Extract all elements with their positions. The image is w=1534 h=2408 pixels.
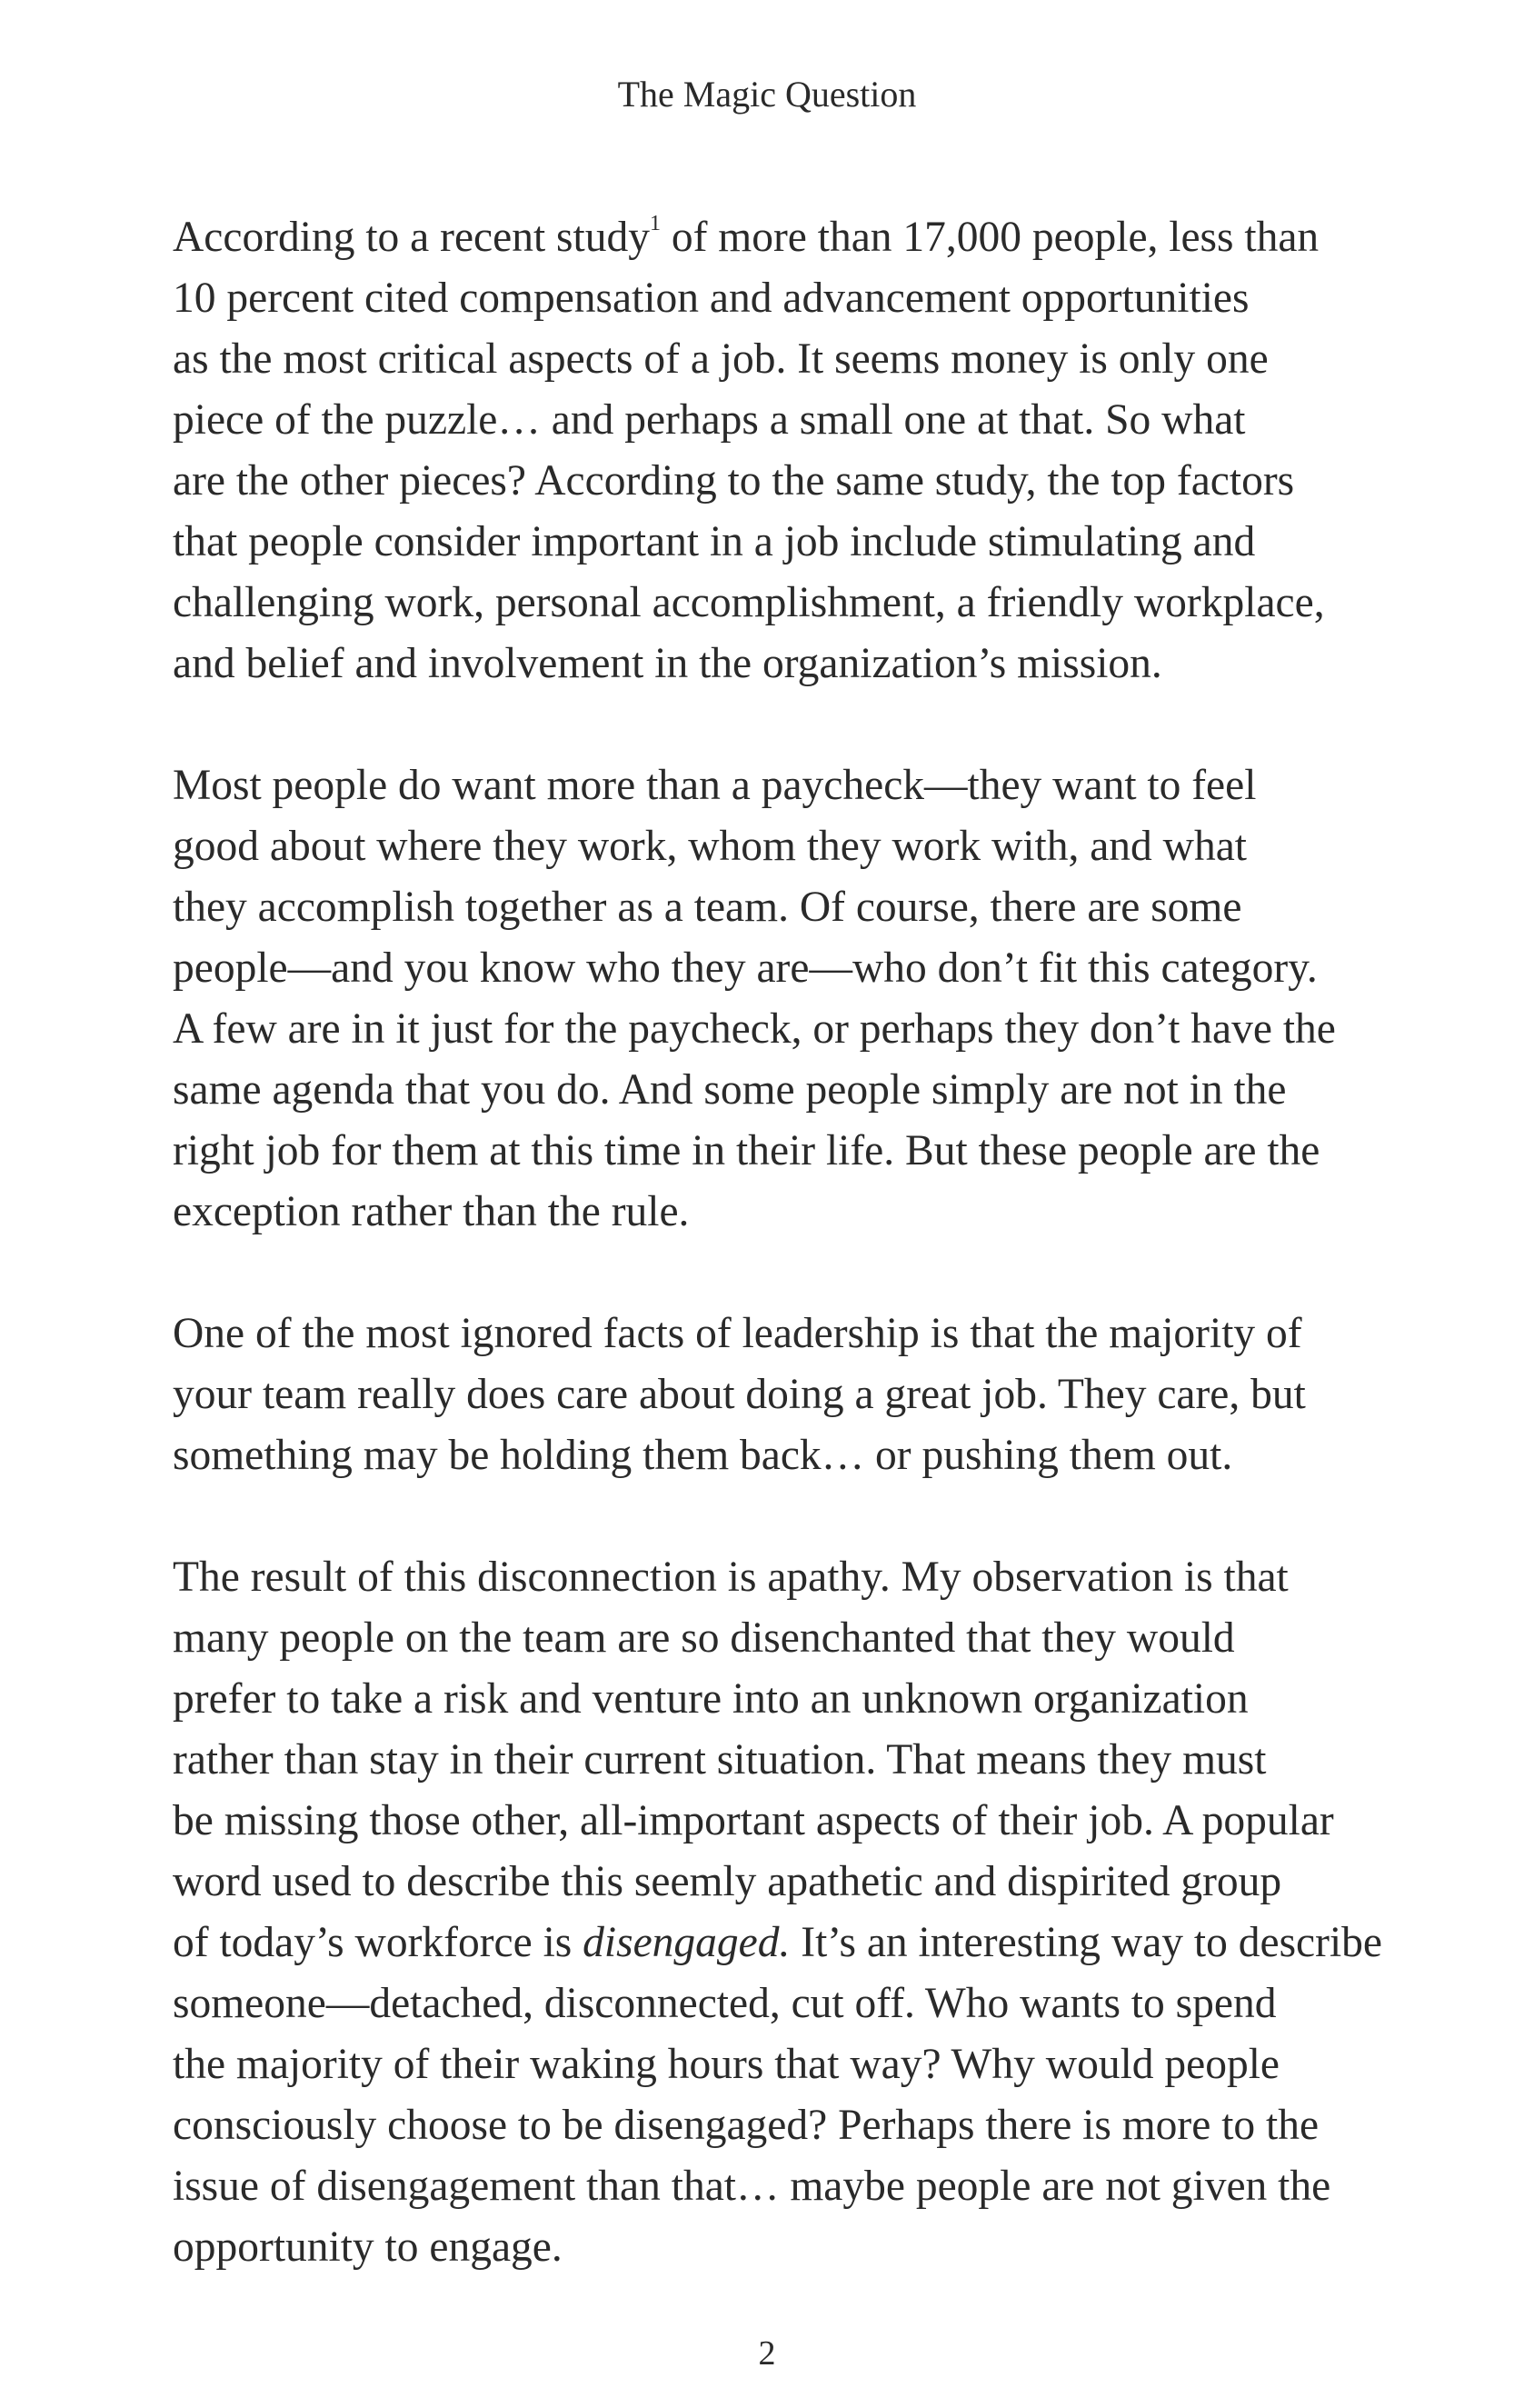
text-line	[173, 207, 1409, 268]
text-line: One of the most ignored facts of leadership is that the majority of	[173, 1310, 1302, 1357]
line-text-after-emphasis: It’s an interesting way to describe	[790, 1919, 1382, 1966]
line-text-before-emphasis: of today’s workforce is	[173, 1919, 583, 1966]
text-line: people—and you know who they are—who don’t fit this category.	[173, 944, 1318, 992]
footnote-marker: 1	[649, 212, 661, 236]
text-line: someone—detached, disconnected, cut off. Who wants to spend	[173, 1980, 1277, 2027]
text-line: your team really does care about doing a great job. They care, but	[173, 1371, 1306, 1418]
text-line: that people consider important in a job include stimulating and	[173, 518, 1256, 565]
text-line: opportunity to engage.	[173, 2223, 563, 2271]
text-line: A few are in it just for the paycheck, or perhaps they don’t have the	[173, 1005, 1336, 1053]
line-text-after-footnote: of more than 17,000 people, less than	[660, 214, 1320, 261]
paragraph	[173, 1547, 1409, 2278]
running-head: The Magic Question	[617, 74, 917, 115]
text-line: piece of the puzzle… and perhaps a small one at that. So what	[173, 396, 1246, 444]
paragraph	[173, 1304, 1409, 1486]
text-line: be missing those other, all-important aspects of their job. A popular	[173, 1797, 1334, 1844]
emphasized-word: disengaged.	[583, 1919, 791, 1966]
text-line: as the most critical aspects of a job. It seems money is only one	[173, 335, 1269, 383]
line-text-before-footnote: According to a recent study	[173, 214, 650, 261]
text-line: many people on the team are so disenchanted that they would	[173, 1614, 1235, 1662]
text-line: something may be holding them back… or pushing them out.	[173, 1432, 1233, 1479]
text-line: word used to describe this seemly apathetic and dispirited group	[173, 1858, 1282, 1905]
body-text	[173, 207, 1409, 2339]
text-line: exception rather than the rule.	[173, 1188, 690, 1235]
paragraph	[173, 207, 1409, 694]
text-line: they accomplish together as a team. Of course, there are some	[173, 884, 1242, 931]
paragraph	[173, 755, 1409, 1243]
text-line: the majority of their waking hours that way? Why would people	[173, 2041, 1280, 2088]
text-line: Most people do want more than a paycheck—they want to feel	[173, 762, 1257, 809]
text-line: 10 percent cited compensation and advancement opportunities	[173, 275, 1250, 322]
text-line: consciously choose to be disengaged? Perhaps there is more to the	[173, 2102, 1320, 2149]
text-line: challenging work, personal accomplishment, a friendly workplace,	[173, 579, 1325, 626]
text-line: good about where they work, whom they work with, and what	[173, 823, 1247, 870]
text-line: are the other pieces? According to the same study, the top factors	[173, 457, 1295, 505]
text-line: same agenda that you do. And some people simply are not in the	[173, 1066, 1287, 1114]
text-line: and belief and involvement in the organization’s mission.	[173, 640, 1162, 687]
text-line: issue of disengagement than that… maybe people are not given the	[173, 2163, 1331, 2210]
page-number: 2	[758, 2334, 776, 2373]
text-line	[173, 1913, 1409, 1973]
text-line: The result of this disconnection is apathy. My observation is that	[173, 1554, 1289, 1601]
text-line: right job for them at this time in their life. But these people are the	[173, 1127, 1320, 1174]
text-line: rather than stay in their current situation. That means they must	[173, 1736, 1267, 1784]
text-line: prefer to take a risk and venture into an unknown organization	[173, 1675, 1249, 1723]
